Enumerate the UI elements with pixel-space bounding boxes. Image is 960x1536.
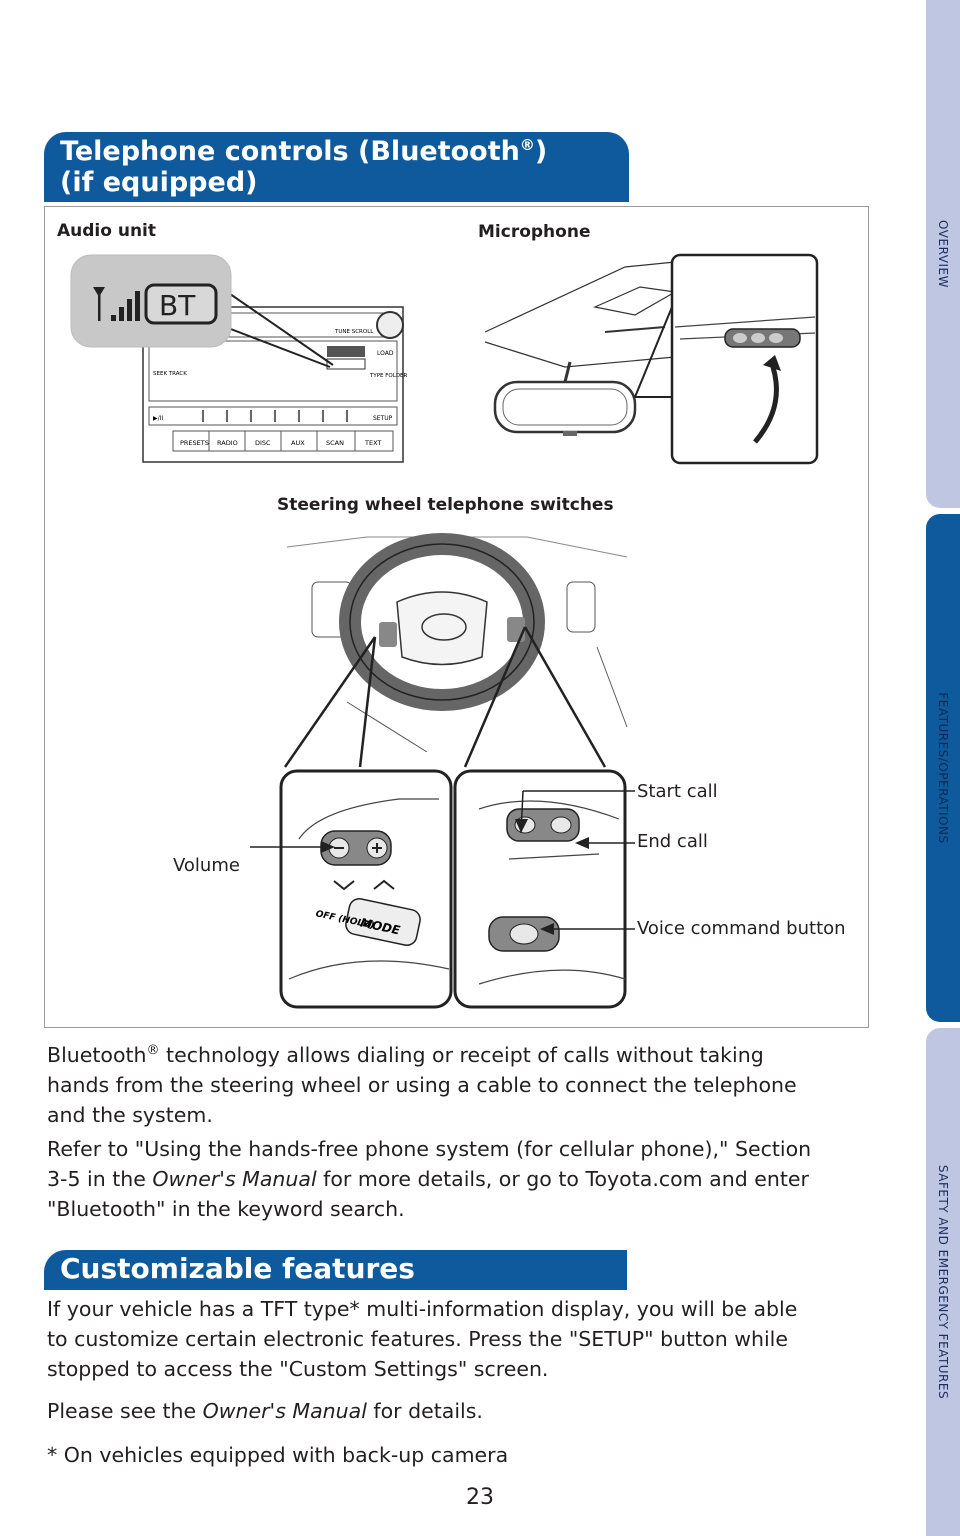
customizable-section-header: [44, 1250, 627, 1290]
tab-safety-label: SAFETY AND EMERGENCY FEATURES: [936, 1164, 950, 1400]
page-number: 23: [466, 1485, 494, 1510]
radio-load: LOAD: [377, 350, 394, 357]
microphone-drawing: [475, 247, 820, 472]
radio-setup: SETUP: [373, 415, 393, 422]
bluetooth-paragraph: Bluetooth® technology allows dialing or receipt of calls without taking hands from the steering wheel or using a cable to connect the telephone and the system.: [47, 1042, 797, 1127]
telephone-section-header: [44, 132, 629, 202]
radio-type-folder: TYPE FOLDER: [370, 373, 408, 379]
radio-btn-radio: RADIO: [217, 439, 238, 447]
audio-unit-label: Audio unit: [57, 221, 157, 241]
radio-tune-scroll: TUNE SCROLL: [335, 329, 374, 335]
start-call-callout: Start call: [637, 781, 718, 802]
radio-btn-disc: DISC: [255, 439, 271, 447]
steering-switches-label: Steering wheel telephone switches: [277, 495, 614, 515]
telephone-title-line2: (if equipped): [60, 167, 258, 198]
radio-btn-aux: AUX: [291, 439, 305, 447]
tab-safety-emergency[interactable]: [926, 1028, 960, 1536]
microphone-label: Microphone: [478, 222, 591, 242]
customizable-paragraph: If your vehicle has a TFT type* multi-information display, you will be able to customize certain electronic features. Press the "SETUP" button while stopped to access the "Custom Settings" screen.: [47, 1297, 798, 1381]
tab-features-operations[interactable]: [926, 514, 960, 1022]
tab-features-label: FEATURES/OPERATIONS: [936, 692, 950, 844]
radio-btn-text: TEXT: [365, 439, 382, 447]
tab-overview-label: OVERVIEW: [936, 220, 950, 288]
switch-zoom-panels: [279, 769, 629, 1009]
footnote: * On vehicles equipped with back-up camera: [47, 1443, 509, 1467]
voice-command-callout: Voice command button: [637, 918, 846, 939]
audio-unit-drawing: [65, 247, 445, 472]
bt-badge-text: BT: [159, 289, 196, 322]
tab-overview[interactable]: [926, 0, 960, 508]
radio-seek-track: SEEK TRACK: [153, 371, 187, 377]
refer-paragraph: Refer to "Using the hands-free phone system (for cellular phone)," Section 3-5 in the Owner's Manual for more details, or go to Toyota.com and enter "Bluetooth" in the keyword search.: [47, 1137, 812, 1221]
off-hold-label: OFF (HOLD): [314, 909, 376, 932]
radio-play-pause: ▶/II: [153, 415, 164, 422]
radio-btn-scan: SCAN: [326, 439, 344, 447]
mode-switch-label: MODE: [358, 915, 402, 938]
telephone-title-line1: Telephone controls (Bluetooth®): [60, 136, 548, 167]
radio-btn-presets: PRESETS: [180, 439, 209, 447]
customizable-title: Customizable features: [60, 1252, 415, 1285]
illustration-box: [44, 206, 869, 1028]
volume-callout: Volume: [173, 855, 240, 876]
end-call-callout: End call: [637, 831, 708, 852]
owners-manual-paragraph: Please see the Owner's Manual for details.: [47, 1399, 483, 1423]
steering-wheel-drawing: [267, 527, 632, 752]
